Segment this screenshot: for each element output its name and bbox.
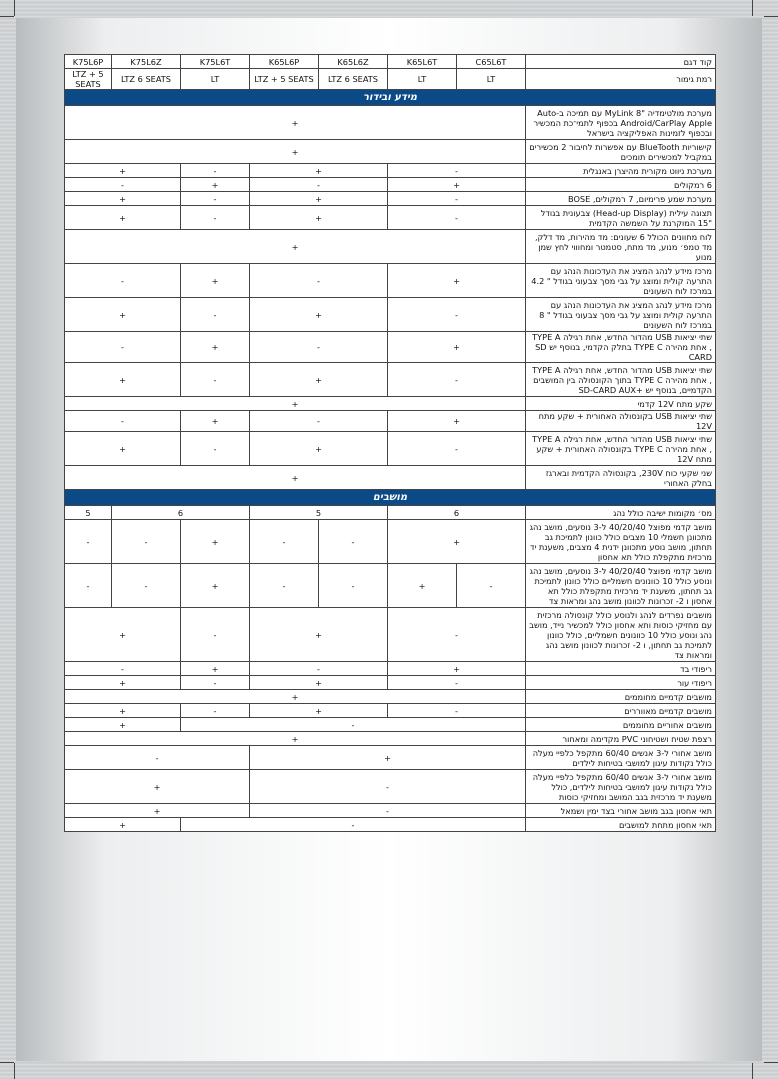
feature-value: - [388, 676, 526, 690]
feature-row [65, 818, 716, 832]
feature-value: + [388, 564, 457, 608]
feature-value: + [65, 298, 181, 332]
feature-value: - [250, 332, 388, 363]
model-code: C65L6T [457, 55, 526, 69]
feature-value: - [65, 520, 112, 564]
feature-label: מושב אחורי ל-3 אנשים 60/40 מתקפל כלפיי מעלה כולל נקודות עיגון למושבי בטיחות לילדים [526, 746, 716, 770]
feature-value: - [250, 520, 319, 564]
feature-label: מושב קדמי מפוצל 40/20/40 ל-3 נוסעים, מושב נהג מתכוונן חשמלי 10 מצבים כולל כוונון לתמיכת גב תחתון, מושב נוסע מתכוונן ידנית 4 מצבים, משענת יד מרכזית מתקפלת כולל תא אחסון [526, 520, 716, 564]
feature-label: ריפודי בד [526, 662, 716, 676]
feature-value: - [388, 608, 526, 662]
feature-value: - [319, 520, 388, 564]
feature-value: + [65, 164, 181, 178]
feature-value: - [65, 662, 181, 676]
feature-value: + [388, 178, 526, 192]
feature-value: + [250, 298, 388, 332]
feature-label: ריפודי עור [526, 676, 716, 690]
feature-value: + [65, 192, 181, 206]
model-code-label: קוד דגם [526, 55, 716, 69]
model-code: K75L6T [181, 55, 250, 69]
feature-value: - [65, 264, 181, 298]
feature-label: מושבים קדמיים מחוממים [526, 690, 716, 704]
feature-value: - [181, 206, 250, 230]
feature-label: מס׳ מקומות ישיבה כולל נהג [526, 506, 716, 520]
feature-row [65, 106, 716, 140]
feature-value: + [65, 704, 181, 718]
section-title: מידע ובידור [65, 90, 716, 106]
feature-value: 6 [388, 506, 526, 520]
feature-label: שני שקעי כוח 230V, בקונסולה הקדמית ובארגז בחלק האחורי [526, 466, 716, 490]
feature-value: - [388, 363, 526, 397]
feature-value: - [65, 746, 250, 770]
feature-value: - [388, 298, 526, 332]
feature-value: + [65, 140, 526, 164]
feature-value: + [250, 608, 388, 662]
feature-value: + [388, 264, 526, 298]
spec-table [64, 54, 716, 832]
feature-value: + [181, 178, 250, 192]
feature-label: מושב קדמי מפוצל 40/20/40 ל-3 נוסעים, מושב נהג ונוסע כולל 10 כוונונים חשמליים כולל כוונון לתמיכת גב תחתון, משענת יד מרכזית מתקפלת כולל תא אחסון ו 2- זכרונות לכוונון מושב נהג ומראות צד [526, 564, 716, 608]
feature-row [65, 178, 716, 192]
feature-row [65, 564, 716, 608]
feature-value: - [250, 662, 388, 676]
feature-value: - [388, 206, 526, 230]
feature-value: + [65, 818, 181, 832]
feature-value: + [250, 192, 388, 206]
feature-row [65, 770, 716, 804]
feature-value: - [181, 818, 526, 832]
feature-label: מערכת מולטימדיה "8 MyLink עם תמיכה ב-Auto Android/CarPlay Apple בכפוף לתמי־כת המכשיר ובכפוף לזמינות האפליקציה בישראל [526, 106, 716, 140]
feature-row [65, 746, 716, 770]
trim-level-label: רמת גימור [526, 69, 716, 90]
feature-value: - [388, 192, 526, 206]
feature-row [65, 690, 716, 704]
feature-value: + [65, 608, 181, 662]
trim-level: LT [457, 69, 526, 90]
feature-row [65, 397, 716, 411]
crop-mark [752, 1063, 753, 1079]
trim-level-row [65, 69, 716, 90]
feature-value: - [112, 520, 181, 564]
feature-row [65, 732, 716, 746]
feature-value: + [181, 264, 250, 298]
feature-value: - [181, 718, 526, 732]
feature-label: שתי יציאות USB מהדור החדש, אחת רגילה TYPE A , אחת מהירה TYPE C בתוך הקונסולה בין המושבים הקדמיים, בנוסף יש +SD-CARD AUX [526, 363, 716, 397]
feature-value: - [388, 704, 526, 718]
feature-value: + [250, 704, 388, 718]
feature-value: - [250, 804, 526, 818]
feature-value: 5 [250, 506, 388, 520]
feature-value: + [65, 230, 526, 264]
feature-value: + [65, 804, 250, 818]
feature-label: שתי יציאות USB מהדור החדש, אחת רגילה TYPE A , אחת מהירה TYPE C בקונסולה האחורית + שקע מתח 12V [526, 432, 716, 466]
feature-value: + [65, 432, 181, 466]
feature-label: לוח מחוונים הכולל 6 שעונים: מד מהירות, מד דלק, מד טמפ׳ מנוע, מד מתח, סטמטר ומחוווי לחץ שמן מנוע [526, 230, 716, 264]
feature-value: - [181, 164, 250, 178]
feature-value: - [250, 564, 319, 608]
feature-label: שקע מתח 12V קדמי [526, 397, 716, 411]
crop-mark [764, 1062, 778, 1063]
model-code: K75L6Z [112, 55, 181, 69]
feature-label: תאי אחסון בגב מושב אחורי בצד ימין ושמאל [526, 804, 716, 818]
feature-value: + [250, 164, 388, 178]
feature-label: מרכז מידע לנהג המציג את העדכונות הנהג עם התרעה קולית ומוצג על גבי מסך צבעוני בגודל " 8 במרכז לוח השעונים [526, 298, 716, 332]
feature-label: שתי יציאות USB מהדור החדש, אחת רגילה TYPE A , אחת מהירה TYPE C בתלק הקדמי, בנוסף יש SD CARD [526, 332, 716, 363]
feature-value: - [250, 770, 526, 804]
feature-value: - [65, 332, 181, 363]
feature-value: + [181, 662, 250, 676]
trim-level: LTZ + 5 SEATS [250, 69, 319, 90]
crop-mark [752, 0, 753, 16]
feature-row [65, 608, 716, 662]
feature-label: תצוגה עילית (Head-up Display) צבעונית בגודל "15 המוקרנת על השמשה הקדמית [526, 206, 716, 230]
feature-label: מושב אחורי ל-3 אנשים 60/40 מתקפל כלפיי מעלה כולל נקודות עיגון למושבי בטיחות לילדים, כולל משענת יד מרכזית בגב המושב ומחזיקי כוסות [526, 770, 716, 804]
model-code: K65L6T [388, 55, 457, 69]
feature-row [65, 520, 716, 564]
feature-row [65, 411, 716, 432]
feature-row [65, 506, 716, 520]
feature-label: מושבים קדמיים מאווררים [526, 704, 716, 718]
feature-value: - [65, 411, 181, 432]
feature-value: - [319, 564, 388, 608]
feature-row [65, 662, 716, 676]
feature-value: + [65, 363, 181, 397]
feature-value: - [112, 564, 181, 608]
feature-value: + [250, 676, 388, 690]
feature-value: + [181, 564, 250, 608]
feature-value: + [65, 718, 181, 732]
feature-value: + [181, 520, 250, 564]
crop-mark [14, 0, 15, 16]
feature-value: + [388, 662, 526, 676]
feature-value: + [65, 690, 526, 704]
model-code: K65L6P [250, 55, 319, 69]
feature-value: + [181, 332, 250, 363]
feature-value: - [65, 564, 112, 608]
feature-value: - [181, 608, 250, 662]
feature-value: - [65, 178, 181, 192]
crop-mark [0, 16, 14, 17]
feature-row [65, 298, 716, 332]
feature-value: + [250, 432, 388, 466]
feature-row [65, 206, 716, 230]
feature-value: + [250, 363, 388, 397]
feature-value: - [181, 704, 250, 718]
feature-row [65, 164, 716, 178]
feature-value: - [250, 264, 388, 298]
feature-row [65, 140, 716, 164]
feature-value: 6 [112, 506, 250, 520]
trim-level: LTZ 6 SEATS [112, 69, 181, 90]
feature-value: 5 [65, 506, 112, 520]
model-code-row [65, 55, 716, 69]
feature-row [65, 466, 716, 490]
feature-value: - [181, 432, 250, 466]
feature-value: + [65, 732, 526, 746]
trim-level: LT [388, 69, 457, 90]
feature-row [65, 192, 716, 206]
model-code: K75L6P [65, 55, 112, 69]
feature-row [65, 676, 716, 690]
feature-label: קישוריות BlueTooth עם אפשרות לחיבור 2 מכשירים במקביל למכשירים תומכים [526, 140, 716, 164]
crop-mark [764, 16, 778, 17]
section-title: מושבים [65, 490, 716, 506]
feature-value: + [65, 106, 526, 140]
crop-mark [14, 1063, 15, 1079]
feature-value: + [388, 332, 526, 363]
feature-row [65, 264, 716, 298]
feature-value: - [250, 178, 388, 192]
feature-value: - [181, 298, 250, 332]
feature-value: + [250, 206, 388, 230]
feature-row [65, 230, 716, 264]
feature-value: + [65, 206, 181, 230]
feature-label: שתי יציאות USB בקונסולה האחורית + שקע מתח 12V [526, 411, 716, 432]
trim-level: LT [181, 69, 250, 90]
feature-value: + [65, 676, 181, 690]
feature-value: + [388, 520, 526, 564]
feature-value: + [388, 411, 526, 432]
trim-level: LTZ 6 SEATS [319, 69, 388, 90]
feature-label: 6 רמקולים [526, 178, 716, 192]
feature-label: מושבים אחוריים מחוממים [526, 718, 716, 732]
feature-label: מושבים נפרדים לנהג ולנוסע כולל קונסולה מרכזית עם מחזיקי כוסות ותא אחסון כולל למכשיר נייד, מושב נהג ונוסע כולל 10 כוונונים חשמליים, כולל כוונון לתמיכת גב תחתון, ו 2- זכרונות לכוונון מושב נהג ומראות צד [526, 608, 716, 662]
feature-value: + [250, 746, 526, 770]
feature-label: מרכז מידע לנהג המציג את העדכונות הנהג עם התרעה קולית ומוצג על גבי מסך צבעוני בגודל " 4.2 במרכז לוח השעונים [526, 264, 716, 298]
model-code: K65L6Z [319, 55, 388, 69]
feature-row [65, 704, 716, 718]
feature-label: רצפת שטיח ושטיחוני PVC מקדימה ומאחור [526, 732, 716, 746]
feature-row [65, 804, 716, 818]
crop-mark [0, 1062, 14, 1063]
feature-label: תאי אחסון מתחת למושבים [526, 818, 716, 832]
feature-value: + [65, 770, 250, 804]
feature-value: - [388, 164, 526, 178]
feature-value: - [181, 363, 250, 397]
feature-value: - [250, 411, 388, 432]
section-header [65, 90, 716, 106]
spec-body [65, 55, 716, 832]
feature-value: - [181, 676, 250, 690]
feature-value: + [181, 411, 250, 432]
feature-row [65, 363, 716, 397]
section-header [65, 490, 716, 506]
feature-value: + [65, 397, 526, 411]
feature-value: - [457, 564, 526, 608]
feature-row [65, 432, 716, 466]
trim-level: LTZ + 5 SEATS [65, 69, 112, 90]
feature-row [65, 718, 716, 732]
feature-value: + [65, 466, 526, 490]
feature-value: - [181, 192, 250, 206]
feature-row [65, 332, 716, 363]
feature-value: - [388, 432, 526, 466]
feature-label: מערכת ניווט מקורית מהיצרן באנגלית [526, 164, 716, 178]
feature-label: מערכת שמע פרימיום, 7 רמקולים, BOSE [526, 192, 716, 206]
